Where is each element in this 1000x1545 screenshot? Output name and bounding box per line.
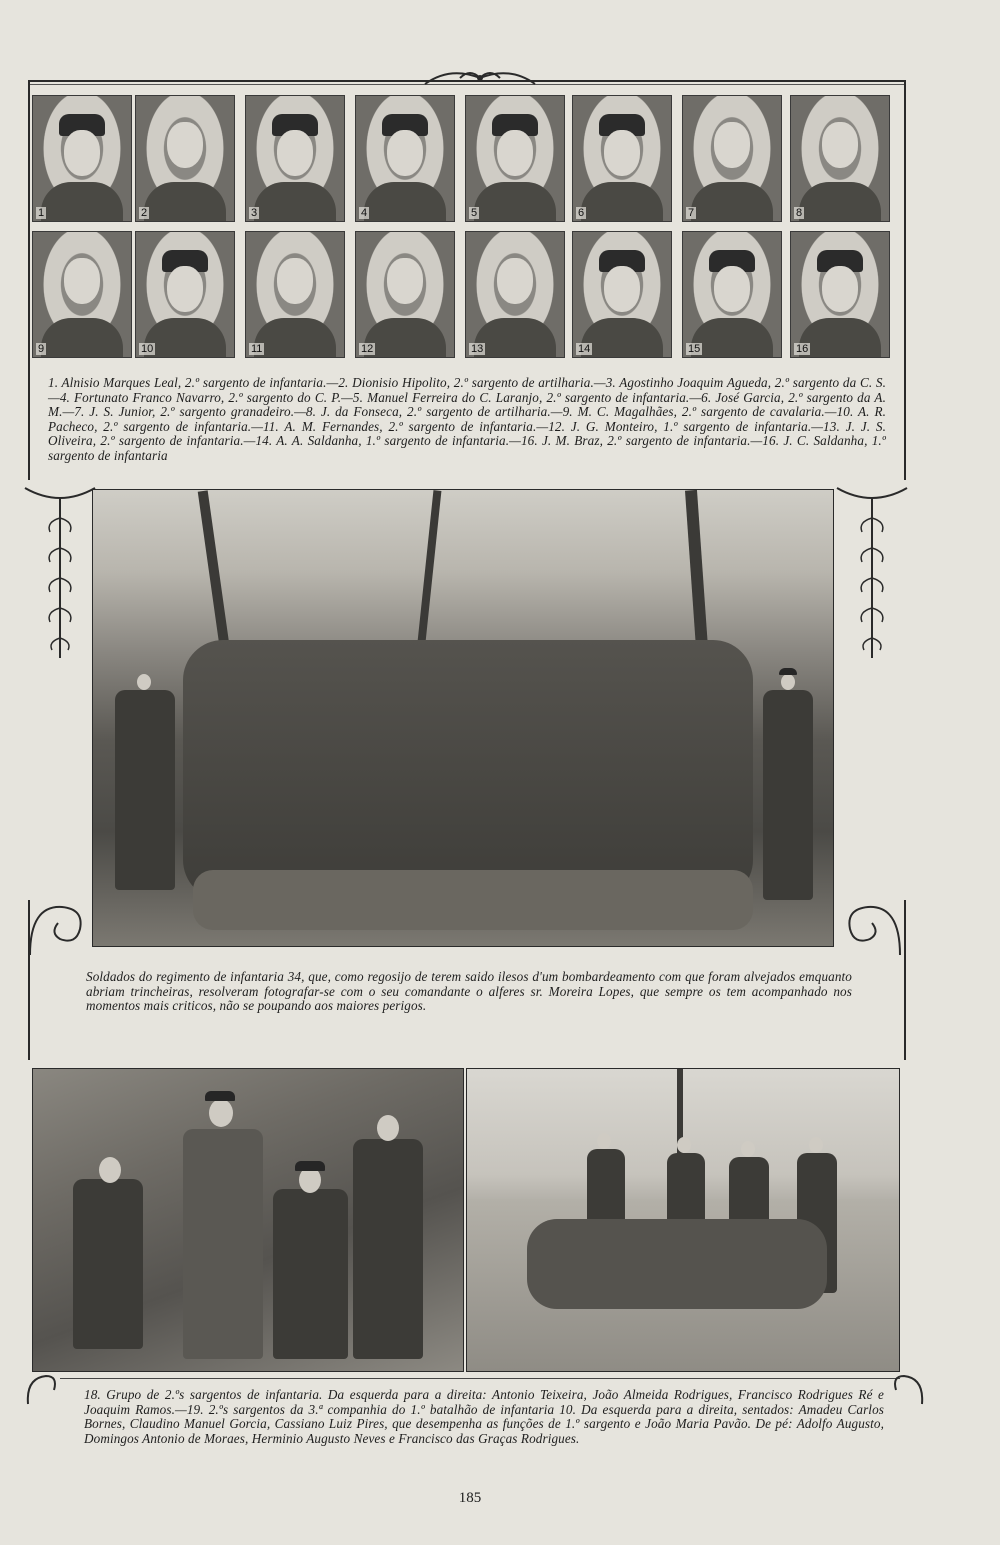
portrait-3 — [245, 95, 345, 222]
portrait-number: 11 — [251, 343, 263, 355]
portrait-7 — [682, 95, 782, 222]
portrait-number: 5 — [471, 207, 478, 219]
portrait-number: 9 — [38, 343, 45, 355]
portrait-12 — [355, 231, 455, 358]
portrait-6 — [572, 95, 672, 222]
portrait-number: 13 — [471, 343, 484, 355]
portrait-14 — [572, 231, 672, 358]
bottom-left-ornament — [22, 1368, 62, 1408]
portrait-number: 6 — [578, 207, 585, 219]
portrait-number: 1 — [38, 207, 45, 219]
portrait-number: 14 — [578, 343, 591, 355]
top-scroll-ornament — [420, 64, 540, 92]
portraits-caption: 1. Alnisio Marques Leal, 2.º sargento de infantaria.—2. Dionisio Hipolito, 2.º sargento de artilharia.—3. Agostinho Joaquim Agueda, 2.º sargento da C. S.—4. Fortunato Franco Navarro, 2.º sargento do C. P.—5. Manuel Ferreira do C. Laranjo, 2.º sargento de infantaria.—6. José Garcia, 2.º sargento da A. M.—7. J. S. Junior, 2.º sargento granadeiro.—8. J. da Fonseca, 2.º sargento de artilharia.—9. M. C. Magalhães, 2.º sargento de cavalaria.—10. A. R. Pacheco, 2.º sargento de infantaria.—11. A. M. Fernandes, 2.º sargento de infantaria.—12. J. G. Monteiro, 1.º sargento de infantaria.—13. J. J. S. Oliveira, 2.º sargento de infantaria.—14. A. A. Saldanha, 1.º sargento de infantaria.—16. J. M. Braz, 2.º sargento de infantaria.—16. J. C. Saldanha, 1.º sargento de infantaria — [48, 375, 886, 463]
portrait-4 — [355, 95, 455, 222]
sergeants-photos-caption: 18. Grupo de 2.ºs sargentos de infantaria. Da esquerda para a direita: Antonio Teixeira, João Almeida Rodrigues, Francisco Rodrigues Ré e Joaquim Ramos.—19. 2.ºs sargentos da 3.ª companhia do 1.º batalhão de infantaria 10. Da esquerda para a direita, sentados: Amadeu Carlos Bornes, Claudino Manuel Gorcia, Cassiano Luiz Pires, que desempenha as funções de 1.º sargento e João Maria Pavão. De pé: Adolfo Augusto, Domingos Antonio de Moraes, Herminio Augusto Neves e Francisco das Graças Rodrigues. — [84, 1387, 884, 1446]
portrait-number: 2 — [141, 207, 148, 219]
portrait-5 — [465, 95, 565, 222]
portrait-8 — [790, 95, 890, 222]
frame-right-border — [904, 80, 906, 480]
portrait-number: 3 — [251, 207, 258, 219]
portrait-number: 10 — [141, 343, 154, 355]
frame-bottom-border — [60, 1378, 900, 1379]
portrait-number: 8 — [796, 207, 803, 219]
sergeants-group-photo-18 — [32, 1068, 464, 1372]
portrait-2 — [135, 95, 235, 222]
frame-left-border — [28, 80, 30, 480]
sergeants-group-photo-19 — [466, 1068, 900, 1372]
portrait-9 — [32, 231, 132, 358]
regiment-photo-caption: Soldados do regimento de infantaria 34, que, como regosijo de terem saido ilesos d'um bombardeamento com que foram alvejados emquanto abriam trincheiras, resolveram fotografar-se com o seu comandante o alferes sr. Moreira Lopes, que sempre os tem acompanhado nos momentos mais criticos, não se poupando aos maiores perigos. — [86, 969, 852, 1014]
left-scroll-ornament — [22, 895, 92, 965]
left-garland-ornament — [20, 478, 100, 668]
portrait-15 — [682, 231, 782, 358]
right-garland-ornament — [832, 478, 912, 668]
portrait-16 — [790, 231, 890, 358]
portrait-10 — [135, 231, 235, 358]
portrait-number: 7 — [688, 207, 695, 219]
regiment-group-photo — [92, 489, 834, 947]
page-number: 185 — [458, 1490, 482, 1506]
portrait-number: 12 — [361, 343, 374, 355]
portrait-11 — [245, 231, 345, 358]
portrait-number: 16 — [796, 343, 809, 355]
bottom-right-ornament — [888, 1368, 928, 1408]
right-scroll-ornament — [838, 895, 908, 965]
portrait-number: 15 — [688, 343, 701, 355]
portrait-1 — [32, 95, 132, 222]
portrait-number: 4 — [361, 207, 368, 219]
portrait-13 — [465, 231, 565, 358]
